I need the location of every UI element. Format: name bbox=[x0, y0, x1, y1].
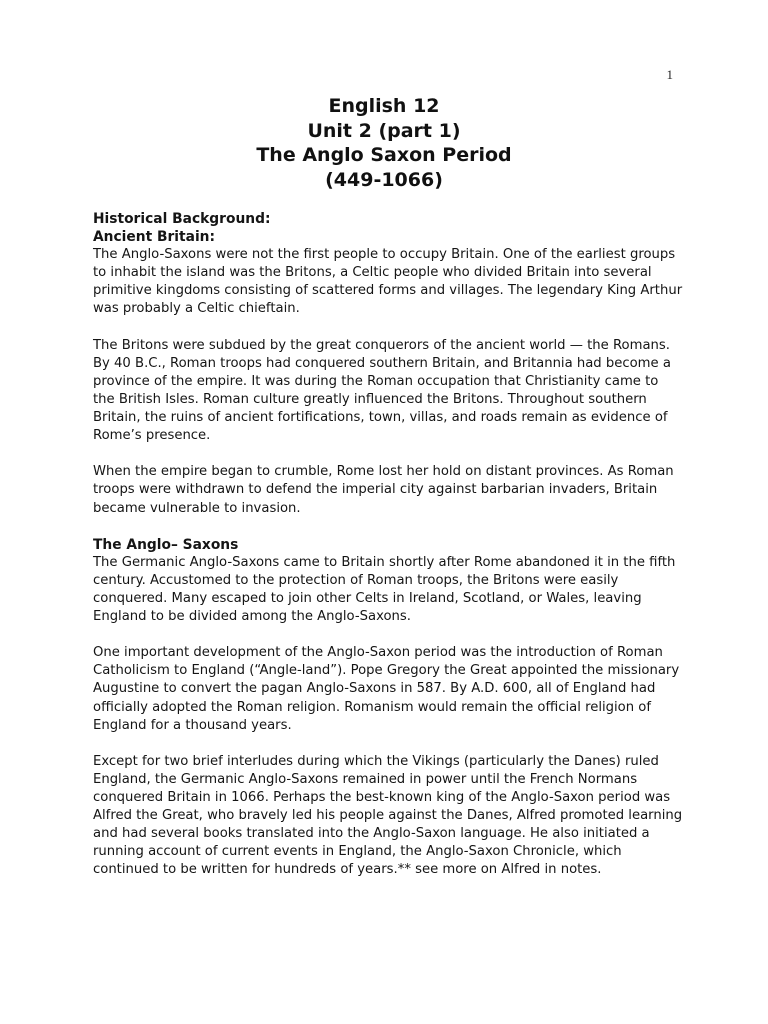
paragraph: The Anglo-Saxons were not the first people to occupy Britain. One of the earliest groups to inhabit the island was the Britons, a Celtic people who divided Britain into several primitive kingdoms consisting of scattered forms and villages. The legendary King Arthur was probably a Celtic chieftain. bbox=[93, 247, 683, 317]
title-period: The Anglo Saxon Period bbox=[256, 144, 512, 166]
document-body bbox=[93, 210, 683, 898]
paragraph: One important development of the Anglo-Saxon period was the introduction of Roman Catholicism to England (“Angle-land”). Pope Gregory the Great appointed the missionary Augustine to convert the pagan Anglo-Saxons in 587. By A.D. 600, all of England had officially adopted the Roman religion. Romanism would remain the official religion of England for a thousand years. bbox=[93, 645, 680, 733]
title-unit: Unit 2 (part 1) bbox=[307, 119, 461, 142]
title-course: English 12 bbox=[328, 95, 440, 117]
section-heading-ancient-britain: Ancient Britain: bbox=[93, 229, 216, 246]
title-dates: (449-1066) bbox=[325, 168, 443, 191]
paragraph: The Germanic Anglo-Saxons came to Britain shortly after Rome abandoned it in the fifth century. Accustomed to the protection of Roman troops, the Britons were easily conquered. Many escaped to join other Celts in Ireland, Scotland, or Wales, leaving England to be divided among the Anglo-Saxons. bbox=[93, 554, 676, 625]
section-heading-anglo-saxons: The Anglo– Saxons bbox=[93, 536, 239, 553]
section-heading-historical-background: Historical Background: bbox=[93, 211, 271, 227]
paragraph: The Britons were subdued by the great conquerors of the ancient world — the Romans. By 40 B.C., Roman troops had conquered southern Britain, and Britannia had become a province of the empire. It was during the Roman occupation that Christianity came to the British Isles. Roman culture greatly influenced the Britons. Throughout southern Britain, the ruins of ancient fortifications, town, villas, and roads remain as evidence of Rome’s presence. bbox=[93, 337, 671, 444]
document-title bbox=[0, 94, 768, 192]
page-number: 1 bbox=[666, 67, 673, 82]
paragraph: When the empire began to crumble, Rome lost her hold on distant provinces. As Roman troops were withdrawn to defend the imperial city against barbarian invaders, Britain became vulnerable to invasion. bbox=[93, 464, 674, 516]
paragraph: Except for two brief interludes during which the Vikings (particularly the Danes) ruled England, the Germanic Anglo-Saxons remained in power until the French Normans conquered Britain in 1066. Perhaps the best-known king of the Anglo-Saxon period was Alfred the Great, who bravely led his people against the Danes, Alfred promoted learning and had several books translated into the Anglo-Saxon language. He also initiated a running account of current events in England, the Anglo-Saxon Chronicle, which continued to be written for hundreds of years.** see more on Alfred in notes. bbox=[93, 753, 683, 878]
